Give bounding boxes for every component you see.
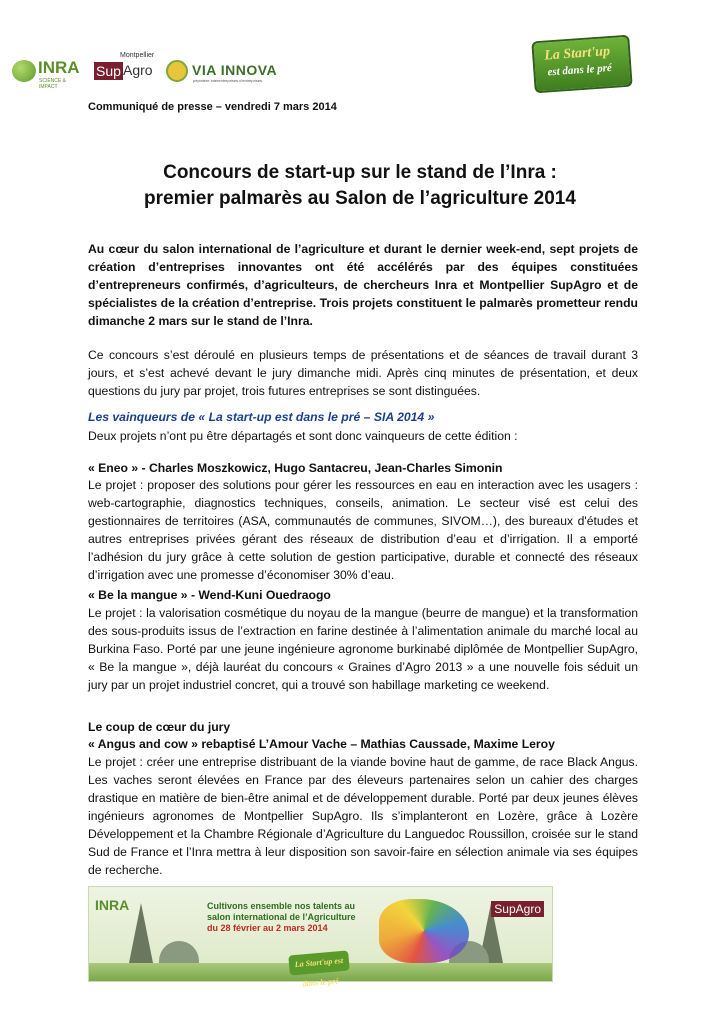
startup-logo-line1: La Start'up	[543, 44, 611, 64]
jury-project-text: Le projet : créer une entreprise distribuant de la viande bovine haut de gamme, de race Black Angus. Les vaches seront élevées en France par des éleveurs partenaires selon un cahier des charges drastique en matière de bien-être animal et de développement durable. Porté par deux jeunes élèves ingénieurs agronomes de Montpellier SupAgro. Ils s’implanteront en Lozère, grâce à Lozère Développement et la Chambre Régionale d’Agriculture du Languedoc Roussillon, croisée sur le stand Sud de France et l’Inra mettra à leur disposition son savoir-faire en sélection animale via ses équipes de recherche.	[88, 755, 638, 877]
via-tagline: pépinière interentreprises d'entreprises	[193, 78, 263, 83]
project-eneo-text: Le projet : proposer des solutions pour gérer les ressources en eau en interaction avec les usagers : web-cartographie, diagnostics techniques, conseils, animation. Le secteur visé est celui des gestionnaires de territoires (ASA, communautés de communes, SIVOM…), des bureaux d'études et autres entreprises privées gérant des réseaux de distribution d’eau et d’irrigation. Il a emporté l’adhésion du jury grâce à cette solution de gestion participative, durable et connecté des réseaux d’irrigation avec une promesse d’économiser 30% d’eau.	[88, 478, 638, 582]
lead-paragraph: Au cœur du salon international de l’agriculture et durant le dernier week-end, sept projets de création d’entreprises innovantes ont été accélérés par des équipes constituées d’entrepreneurs confirmés, d’agriculteurs, de chercheurs Inra et Montpellier SupAgro et de spécialistes de la création d’entreprise. Trois projets constituent le palmarès prometteur rendu dimanche 2 mars sur le stand de l’Inra.	[88, 242, 638, 328]
jury-heading: Le coup de cœur du jury	[88, 720, 231, 734]
supagro-agro: Agro	[123, 62, 153, 78]
colored-ribbons-graphic	[379, 899, 469, 963]
dateline: Communiqué de presse – vendredi 7 mars 2014	[88, 101, 337, 113]
inra-globe-icon	[12, 60, 36, 82]
eiffel-tower-icon	[129, 903, 153, 963]
via-innova-logo	[166, 60, 278, 86]
banner-message	[207, 901, 367, 934]
supagro-city: Montpellier	[120, 52, 155, 59]
salon-banner	[88, 886, 553, 989]
banner-startup-badge: La Start'up est dans le pré	[288, 950, 350, 975]
banner-inra-logo: INRA	[95, 897, 130, 913]
banner-supagro-logo: SupAgro	[491, 901, 544, 917]
intro-paragraph: Ce concours s’est déroulé en plusieurs temps de présentations et de séances de travail durant 3 jours, et s’est achevé devant le jury dimanche midi. Après cinq minutes de présentation, et deux questions du jury par projet, trois futures entreprises se sont distinguées.	[88, 348, 638, 398]
project-mangue-title: « Be la mangue » - Wend-Kuni Ouedraogo	[88, 588, 331, 602]
title-line2: premier palmarès au Salon de l’agriculture 2014	[144, 188, 576, 209]
inra-tagline: SCIENCE & IMPACT	[39, 78, 66, 90]
supagro-logo	[94, 52, 156, 90]
inra-logo-text: INRA	[38, 58, 80, 77]
project-eneo-title: « Eneo » - Charles Moszkowicz, Hugo Santacreu, Jean-Charles Simonin	[88, 461, 503, 475]
via-logo-text: VIA INNOVA	[192, 62, 278, 78]
supagro-sup: Sup	[96, 63, 121, 79]
winners-heading: Les vainqueurs de « La start-up est dans le pré – SIA 2014 »	[88, 410, 435, 424]
startup-logo-line2: est dans le pré	[547, 61, 613, 79]
banner-dates: du 28 février au 2 mars 2014	[207, 923, 328, 933]
jury-project-title: « Angus and cow » rebaptisé L’Amour Vache – Mathias Caussade, Maxime Leroy	[88, 737, 555, 751]
project-mangue-text: Le projet : la valorisation cosmétique du noyau de la mangue (beurre de mangue) et la transformation des sous-produits issus de l’extraction en farine destinée à l’alimentation animale du marché local au Burkina Faso. Porté par une jeune ingénieure agronome burkinabé diplômée de Montpellier SupAgro, « Be la mangue », déjà lauréat du concours « Graines d’Agro 2013 » a une nouvelle fois séduit un jury par un projet industriel concret, qui a trouvé son habillage marketing ce weekend.	[88, 606, 638, 692]
startup-logo	[531, 35, 632, 94]
winners-subtext: Deux projets n’ont pu être départagés et sont donc vainqueurs de cette édition :	[88, 429, 518, 443]
dome-icon	[159, 941, 199, 963]
via-badge-icon	[166, 60, 188, 82]
banner-message-text: Cultivons ensemble nos talents au salon international de l’Agriculture	[207, 901, 356, 922]
inra-logo	[12, 56, 78, 88]
title-line1: Concours de start-up sur le stand de l’Inra :	[163, 162, 557, 183]
